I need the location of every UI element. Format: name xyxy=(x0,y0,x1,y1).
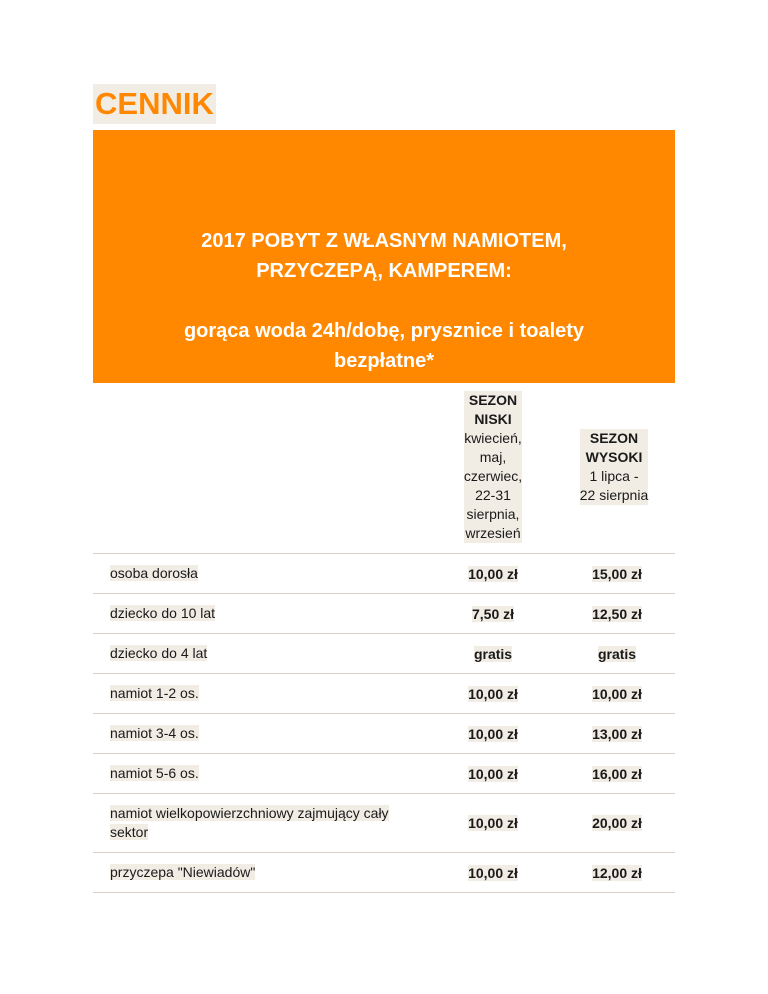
banner xyxy=(93,130,675,383)
price-high: 12,00 zł xyxy=(592,864,642,881)
row-label: osoba dorosła xyxy=(110,565,198,581)
season-high-name-line1: SEZON xyxy=(589,430,639,446)
price-high: 16,00 zł xyxy=(592,765,642,782)
price-high: 13,00 zł xyxy=(592,725,642,742)
price-high: 10,00 zł xyxy=(592,685,642,702)
header-empty-cell xyxy=(93,383,433,554)
price-low: 10,00 zł xyxy=(468,725,518,742)
price-high: gratis xyxy=(597,645,637,662)
row-label: dziecko do 10 lat xyxy=(110,605,216,621)
price-low: 7,50 zł xyxy=(471,605,515,622)
page-title: CENNIK xyxy=(93,84,216,124)
row-label: namiot 5-6 os. xyxy=(110,765,199,781)
row-label: namiot 1-2 os. xyxy=(110,685,199,701)
banner-subtitle-line2: bezpłatne* xyxy=(333,350,435,372)
price-low: 10,00 zł xyxy=(468,815,518,831)
season-high-date: 1 lipca - xyxy=(589,468,639,484)
price-low: gratis xyxy=(473,645,513,662)
season-high-date: 22 sierpnia xyxy=(579,487,649,503)
season-low-date: kwiecień, xyxy=(464,430,522,446)
price-low: 10,00 zł xyxy=(468,685,518,702)
header-season-high xyxy=(553,383,675,554)
row-label-line2: sektor xyxy=(110,824,149,840)
table-header-row xyxy=(93,383,675,554)
season-low-name-line1: SEZON xyxy=(468,392,518,408)
table-row xyxy=(93,594,675,634)
season-low-date: sierpnia, xyxy=(466,506,520,522)
season-low-name-line2: NISKI xyxy=(474,411,512,427)
price-high: 15,00 zł xyxy=(592,565,642,582)
price-high: 20,00 zł xyxy=(592,815,642,831)
season-low-date: czerwiec, xyxy=(463,468,523,484)
table-row xyxy=(93,853,675,893)
table-row xyxy=(93,634,675,674)
banner-subtitle xyxy=(93,316,675,376)
price-low: 10,00 zł xyxy=(468,565,518,582)
table-row xyxy=(93,674,675,714)
price-high: 12,50 zł xyxy=(592,605,642,622)
table-row xyxy=(93,794,675,853)
table-row xyxy=(93,554,675,594)
row-label: namiot 3-4 os. xyxy=(110,725,199,741)
table-row xyxy=(93,754,675,794)
row-label: przyczepa "Niewiadów" xyxy=(110,864,256,880)
banner-heading-line1: 2017 POBYT Z WŁASNYM NAMIOTEM, xyxy=(201,230,567,252)
header-season-low xyxy=(433,383,553,554)
price-low: 10,00 zł xyxy=(468,864,518,881)
row-label-line1: namiot wielkopowierzchniowy zajmujący cały xyxy=(110,805,389,821)
table-row xyxy=(93,714,675,754)
season-low-date: wrzesień xyxy=(465,525,521,541)
banner-heading-line2: PRZYCZEPĄ, KAMPEREM: xyxy=(256,260,512,282)
price-table xyxy=(93,383,675,893)
row-label: dziecko do 4 lat xyxy=(110,645,208,661)
season-high-name-line2: WYSOKI xyxy=(585,449,643,465)
season-low-date: 22-31 xyxy=(475,487,511,503)
season-low-date: maj, xyxy=(479,449,507,465)
banner-subtitle-line1: gorąca woda 24h/dobę, prysznice i toalety xyxy=(183,320,585,342)
price-low: 10,00 zł xyxy=(468,765,518,782)
banner-heading xyxy=(93,226,675,286)
